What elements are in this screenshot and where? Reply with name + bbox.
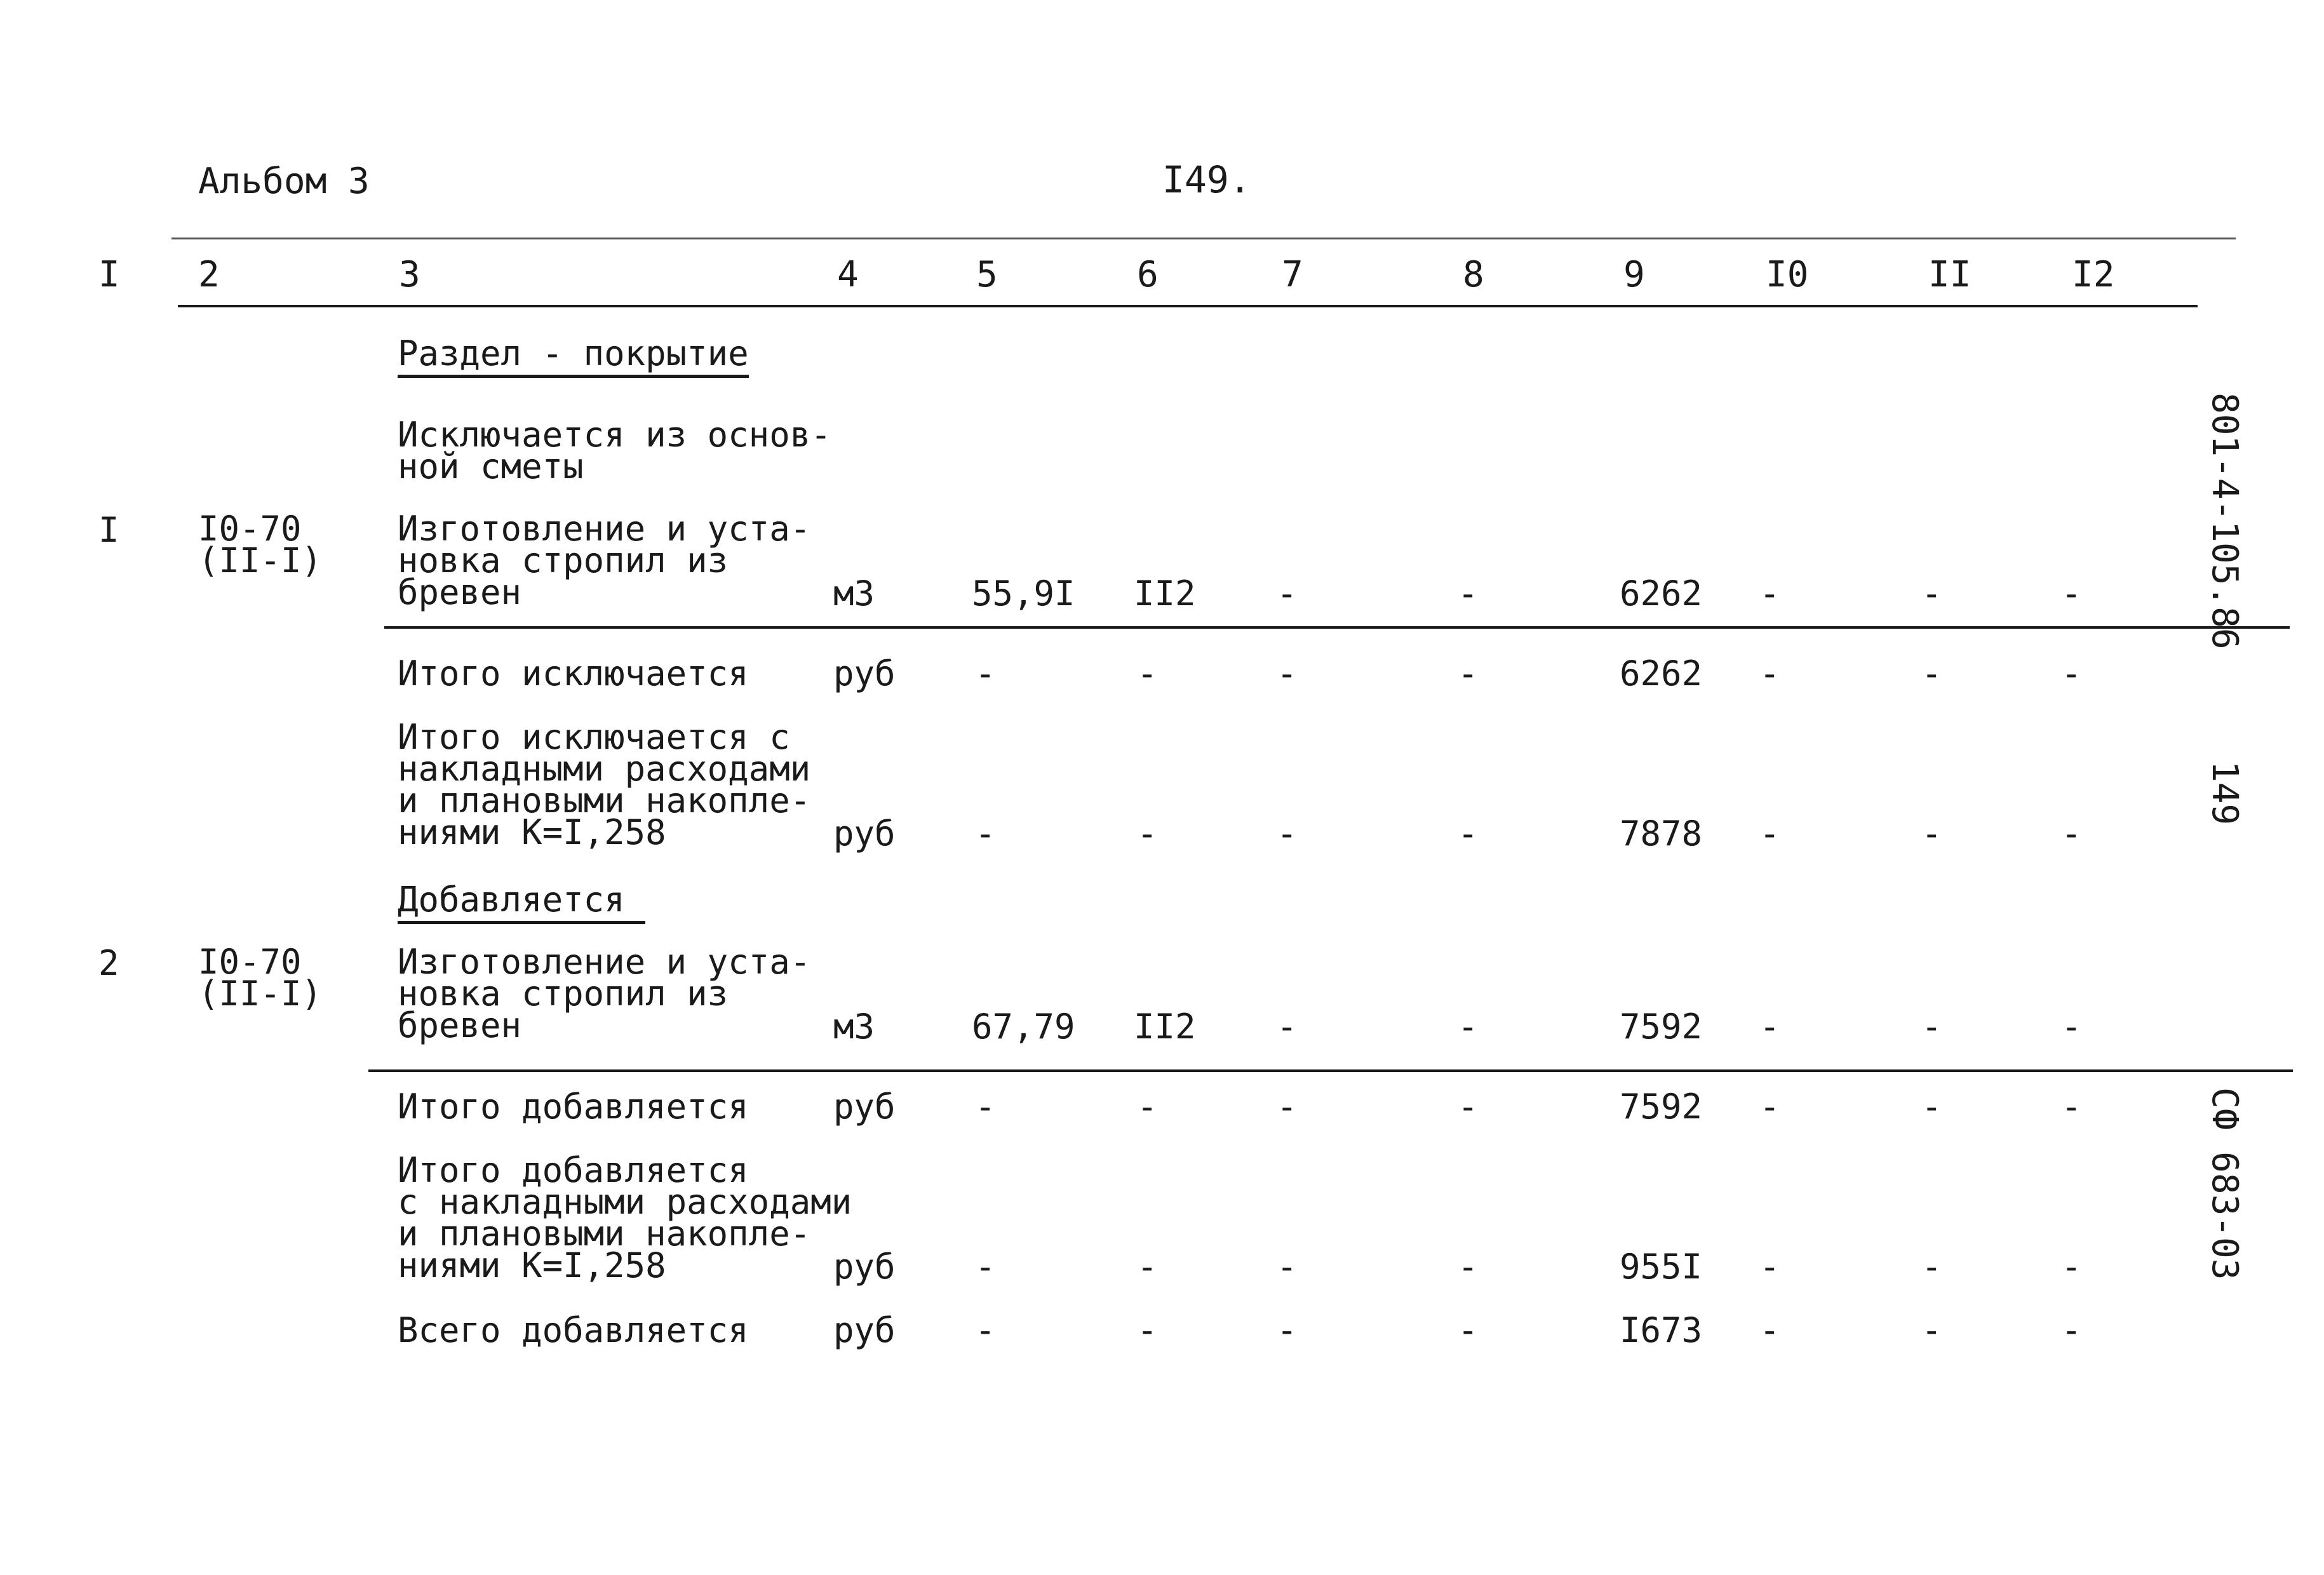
- row-5-c7: -: [1277, 1087, 1298, 1127]
- col-header-5: 5: [976, 254, 998, 295]
- row-1-num: I: [98, 510, 119, 550]
- row-5-c11: -: [1921, 1087, 1942, 1127]
- row-5-c8: -: [1458, 1087, 1479, 1127]
- row-6-c11: -: [1921, 1247, 1942, 1287]
- header-top-rule: [171, 238, 2236, 239]
- col-header-2: 2: [198, 254, 220, 295]
- row-3-c6: -: [1137, 814, 1158, 854]
- row-2-c9: 6262: [1620, 653, 1703, 694]
- header-bottom-rule: [178, 305, 2198, 307]
- row-1-rule: [384, 626, 2290, 629]
- row-7-desc: Всего добавляется: [398, 1310, 749, 1350]
- row-2-unit: руб: [833, 653, 896, 694]
- row-2-c7: -: [1277, 653, 1298, 694]
- section-title: Раздел - покрытие: [398, 337, 749, 378]
- row-3-c7: -: [1277, 814, 1298, 854]
- row-6-unit: руб: [833, 1247, 896, 1287]
- row-5-unit: руб: [833, 1087, 896, 1127]
- row-1-c7: -: [1277, 573, 1298, 613]
- row-4-c5: 67,79: [972, 1007, 1075, 1047]
- row-4-c6: II2: [1134, 1007, 1196, 1047]
- row-1-desc: Изготовление и уста- новка стропил из бревен: [398, 509, 811, 612]
- added-title: Добавляется: [398, 883, 645, 924]
- row-7-c5: -: [975, 1310, 996, 1350]
- row-6-c10: -: [1759, 1247, 1780, 1287]
- row-4-desc: Изготовление и уста- новка стропил из бревен: [398, 942, 811, 1045]
- row-5-c5: -: [975, 1087, 996, 1127]
- col-header-9: 9: [1623, 254, 1645, 295]
- row-4-c9: 7592: [1620, 1007, 1703, 1047]
- row-4-c10: -: [1759, 1007, 1780, 1047]
- row-1-unit: м3: [833, 573, 875, 613]
- row-4-rule: [368, 1069, 2293, 1072]
- row-7-unit: руб: [833, 1310, 896, 1350]
- row-1-c9: 6262: [1620, 573, 1703, 613]
- col-header-12: I2: [2072, 254, 2115, 295]
- col-header-8: 8: [1463, 254, 1484, 295]
- excluded-note: Исключается из основ- ной сметы: [398, 415, 831, 486]
- row-3-unit: руб: [833, 814, 896, 854]
- col-header-11: II: [1928, 254, 1971, 295]
- row-4-c11: -: [1921, 1007, 1942, 1047]
- row-1-c10: -: [1759, 573, 1780, 613]
- page-number: I49.: [1162, 158, 1251, 201]
- row-7-c6: -: [1137, 1310, 1158, 1350]
- row-7-c7: -: [1277, 1310, 1298, 1350]
- row-7-c10: -: [1759, 1310, 1780, 1350]
- row-2-c11: -: [1921, 653, 1942, 694]
- row-6-c5: -: [975, 1247, 996, 1287]
- row-4-code: I0-70 (II-I): [198, 942, 323, 1014]
- margin-stamp: СФ 683-03: [2204, 1087, 2245, 1280]
- row-2-c10: -: [1759, 653, 1780, 694]
- row-5-c6: -: [1137, 1087, 1158, 1127]
- col-header-6: 6: [1137, 254, 1159, 295]
- album-label: Альбом 3: [198, 161, 370, 202]
- row-7-c9: I673: [1620, 1310, 1703, 1350]
- row-1-c5: 55,9I: [972, 573, 1075, 613]
- row-6-c12: -: [2061, 1247, 2082, 1287]
- row-2-c12: -: [2061, 653, 2082, 694]
- margin-doc-code: 801-4-105.86: [2204, 392, 2245, 650]
- col-header-1: I: [98, 254, 120, 295]
- row-3-c10: -: [1759, 814, 1780, 854]
- row-5-c12: -: [2061, 1087, 2082, 1127]
- row-4-c8: -: [1458, 1007, 1479, 1047]
- row-4-unit: м3: [833, 1007, 875, 1047]
- row-1-code: I0-70 (II-I): [198, 509, 323, 580]
- row-3-c12: -: [2061, 814, 2082, 854]
- row-5-c9: 7592: [1620, 1087, 1703, 1127]
- row-6-c6: -: [1137, 1247, 1158, 1287]
- row-2-c8: -: [1458, 653, 1479, 694]
- row-6-c8: -: [1458, 1247, 1479, 1287]
- row-7-c8: -: [1458, 1310, 1479, 1350]
- row-4-num: 2: [98, 943, 119, 983]
- col-header-10: I0: [1766, 254, 1809, 295]
- row-2-desc: Итого исключается: [398, 653, 749, 694]
- row-7-c11: -: [1921, 1310, 1942, 1350]
- row-2-c5: -: [975, 653, 996, 694]
- row-3-c5: -: [975, 814, 996, 854]
- row-3-c11: -: [1921, 814, 1942, 854]
- row-3-desc: Итого исключается с накладными расходами и плановыми накопле- ниями К=I,258: [398, 717, 811, 852]
- row-4-c7: -: [1277, 1007, 1298, 1047]
- row-3-c9: 7878: [1620, 814, 1703, 854]
- row-1-c12: -: [2061, 573, 2082, 613]
- row-3-c8: -: [1458, 814, 1479, 854]
- row-2-c6: -: [1137, 653, 1158, 694]
- row-4-c12: -: [2061, 1007, 2082, 1047]
- col-header-7: 7: [1282, 254, 1303, 295]
- row-6-desc: Итого добавляется с накладными расходами и плановыми накопле- ниями К=I,258: [398, 1150, 852, 1285]
- margin-sheet-number: 149: [2204, 761, 2245, 826]
- row-1-c6: II2: [1134, 573, 1196, 613]
- row-6-c9: 955I: [1620, 1247, 1703, 1287]
- col-header-3: 3: [399, 254, 420, 295]
- row-7-c12: -: [2061, 1310, 2082, 1350]
- row-5-desc: Итого добавляется: [398, 1087, 749, 1127]
- col-header-4: 4: [837, 254, 859, 295]
- row-5-c10: -: [1759, 1087, 1780, 1127]
- row-6-c7: -: [1277, 1247, 1298, 1287]
- row-1-c8: -: [1458, 573, 1479, 613]
- row-1-c11: -: [1921, 573, 1942, 613]
